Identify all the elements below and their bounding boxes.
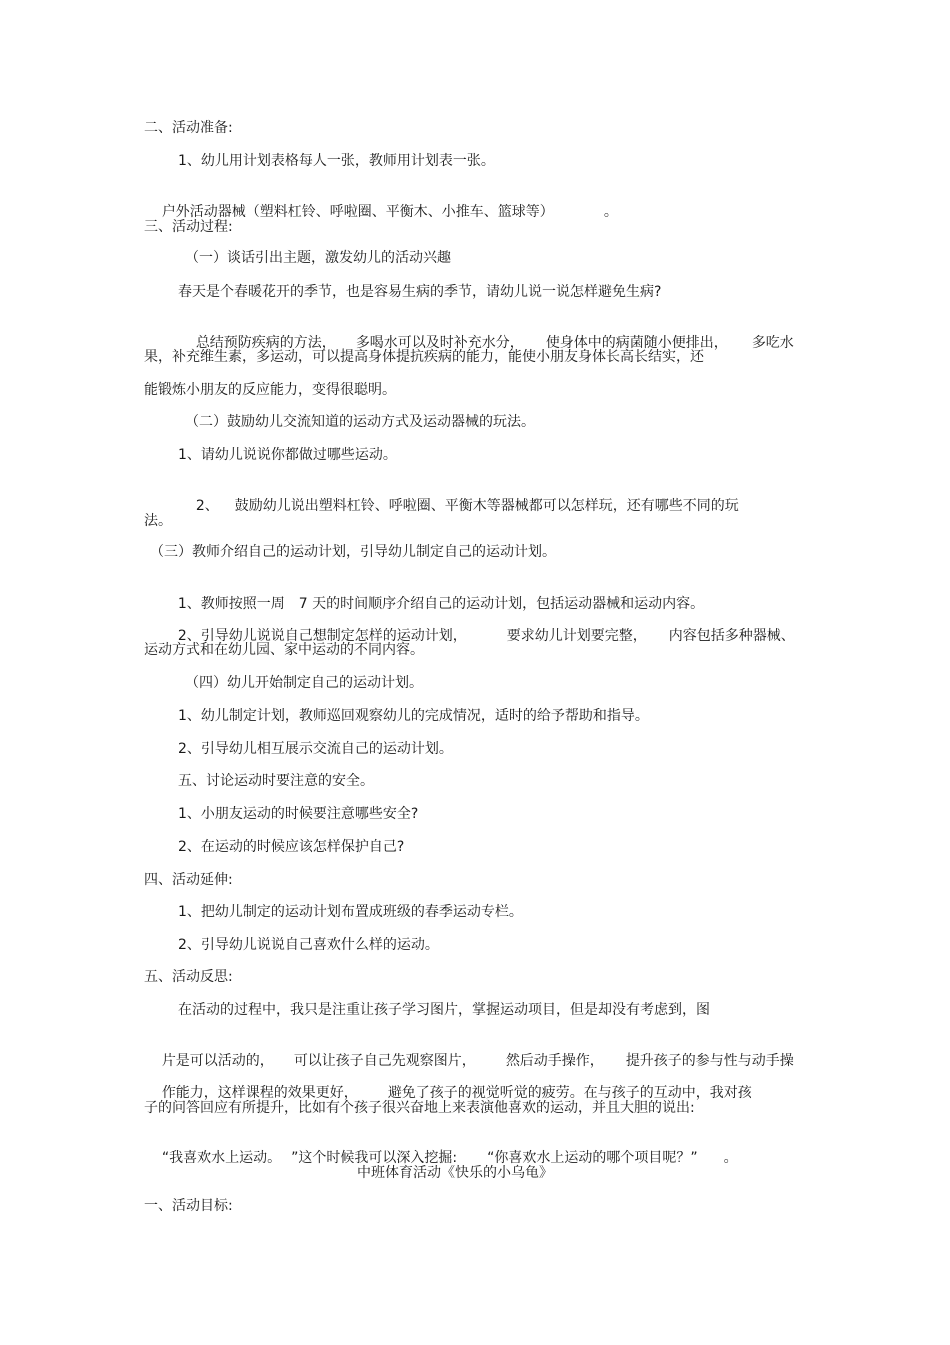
text-line: 2、引导幼儿说说自己喜欢什么样的运动。: [178, 937, 439, 953]
subsection-heading: （四）幼儿开始制定自己的运动计划。: [185, 675, 423, 691]
text-segment: 多喝水可以及时补充水分，: [355, 335, 524, 351]
text-segment: 提升孩子的参与性与动手操: [625, 1053, 794, 1069]
subsection-heading: （三）教师介绍自己的运动计划，引导幼儿制定自己的运动计划。: [150, 544, 556, 560]
text-segment: 鼓励幼儿说出塑料杠铃、呼啦圈、平衡木等器械都可以怎样玩，还有哪些不同的玩: [234, 498, 739, 514]
text-line: 1、小朋友运动的时候要注意哪些安全?: [178, 806, 419, 822]
text-segment: 总结预防疾病的方法，: [195, 335, 336, 351]
text-segment: “我喜欢水上运动。: [161, 1150, 282, 1166]
text-line: 运动方式和在幼儿园、家中运动的不同内容。: [144, 642, 424, 658]
text-line: 1、幼儿制定计划，教师巡回观察幼儿的完成情况，适时的给予帮助和指导。: [178, 708, 649, 724]
text-line: 春天是个春暖花开的季节，也是容易生病的季节，请幼儿说一说怎样避免生病?: [178, 284, 662, 300]
text-segment: 2、: [195, 498, 219, 514]
text-line: [178, 479, 739, 533]
text-line: 1、把幼儿制定的运动计划布置成班级的春季运动专栏。: [178, 904, 523, 920]
section-heading-extension: 四、活动延伸:: [144, 872, 233, 888]
text-segment: 7 天的时间顺序介绍自己的运动计划，包括运动器械和运动内容。: [298, 596, 705, 612]
activity-title: 中班体育活动《快乐的小乌龟》: [357, 1165, 553, 1181]
subsection-heading: （二）鼓励幼儿交流知道的运动方式及运动器械的玩法。: [185, 414, 535, 430]
text-line: 子的问答回应有所提升，比如有个孩子很兴奋地上来表演他喜欢的运动，并且大胆的说出:: [144, 1100, 695, 1116]
text-line: 2、在运动的时候应该怎样保护自己?: [178, 839, 405, 855]
text-line: 能锻炼小朋友的反应能力，变得很聪明。: [144, 382, 396, 398]
section-heading-goals: 一、活动目标:: [144, 1198, 233, 1214]
text-segment: 1、教师按照一周: [177, 596, 285, 612]
text-line: 在活动的过程中，我只是注重让孩子学习图片，掌握运动项目，但是却没有考虑到，图: [178, 1002, 710, 1018]
text-segment: 内容包括多种器械、: [668, 628, 795, 644]
section-heading-process: 三、活动过程:: [144, 219, 233, 235]
text-segment: 片是可以活动的，: [161, 1053, 274, 1069]
text-segment: 。: [723, 1150, 738, 1166]
section-heading-reflection: 五、活动反思:: [144, 969, 233, 985]
text-line: 1、请幼儿说说你都做过哪些运动。: [178, 447, 397, 463]
text-segment: 使身体中的病菌随小便排出，: [545, 335, 728, 351]
text-segment: 多吃水: [751, 335, 794, 351]
text-segment: 然后动手操作，: [505, 1053, 604, 1069]
text-segment: “你喜欢水上运动的哪个项目呢？”: [487, 1150, 698, 1166]
text-line: 2、引导幼儿相互展示交流自己的运动计划。: [178, 741, 453, 757]
text-segment: 可以让孩子自己先观察图片，: [293, 1053, 476, 1069]
text-segment: 要求幼儿计划要完整，: [506, 628, 647, 644]
section-heading-preparation: 二、活动准备:: [144, 120, 233, 136]
text-line: 法。: [144, 513, 172, 529]
text-segment: ”这个时候我可以深入挖掘:: [291, 1150, 458, 1166]
text-line: 1、幼儿用计划表格每人一张，教师用计划表一张。: [178, 153, 495, 169]
subsection-heading: （一）谈话引出主题，激发幼儿的活动兴趣: [185, 250, 451, 266]
text-segment: 户外活动器械（塑料杠铃、呼啦圈、平衡木、小推车、篮球等）: [161, 204, 554, 220]
text-line: 果，补充维生素，多运动，可以提高身体提抗疾病的能力，能使小朋友身体长高长结实，还: [144, 349, 704, 365]
text-segment: 2、引导幼儿说说自己想制定怎样的运动计划，: [177, 628, 467, 644]
text-line: 五、讨论运动时要注意的安全。: [178, 773, 374, 789]
text-segment: 作能力，这样课程的效果更好，: [161, 1085, 358, 1101]
text-segment: 。: [603, 204, 618, 220]
text-segment: 避免了孩子的视觉听觉的疲劳。在与孩子的互动中，我对孩: [387, 1085, 752, 1101]
